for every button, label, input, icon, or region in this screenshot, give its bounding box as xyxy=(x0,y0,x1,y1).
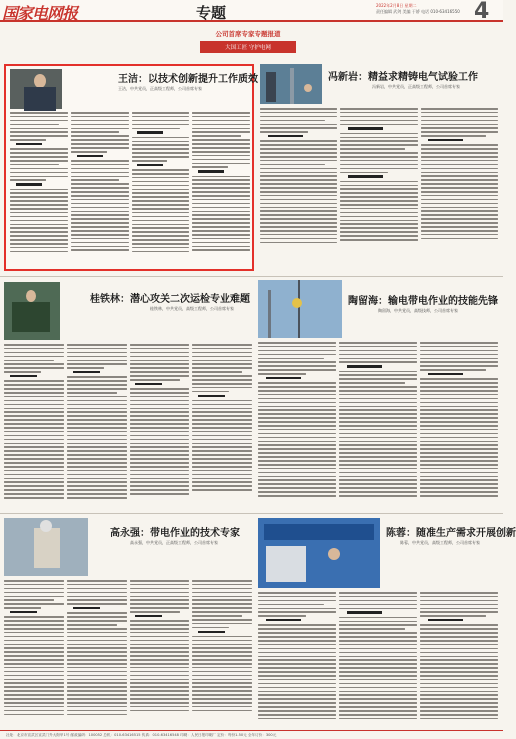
work-photo xyxy=(4,282,60,340)
article-headline: 桂铁林：潜心攻关二次运检专业难题 xyxy=(90,294,250,305)
editor-info: 责任编辑 武剑 美编 于娇 电话 010-63416550 xyxy=(376,8,460,14)
article-byline: 高永强，中共党员，正高级工程师，公司首席专家 xyxy=(130,540,218,545)
masthead xyxy=(0,0,503,22)
newspaper-logo: 国家电网报 xyxy=(2,4,78,23)
article-title: 精益求精铸电气试验工作 xyxy=(368,72,478,83)
page-number: 4 xyxy=(474,0,490,24)
section-divider xyxy=(0,513,503,514)
article-byline: 王洁，中共党员，正高级工程师，公司首席专家 xyxy=(118,86,202,91)
article-body xyxy=(10,112,250,267)
article-body xyxy=(260,108,498,256)
person-name: 冯新岩 xyxy=(328,72,358,83)
work-photo xyxy=(4,518,88,576)
article-title: 输电带电作业的技能先锋 xyxy=(388,296,498,307)
article-byline: 陈蓉，中共党员，高级工程师，公司首席专家 xyxy=(400,540,480,545)
article-title: 随准生产需求开展创新 xyxy=(416,528,516,539)
person-name: 陈蓉 xyxy=(386,528,406,539)
work-photo xyxy=(260,64,322,104)
article-body xyxy=(4,580,252,726)
article-body xyxy=(258,592,498,726)
article-body xyxy=(258,342,498,508)
section-divider xyxy=(0,276,503,277)
article-headline: 高永强：带电作业的技术专家 xyxy=(110,528,240,539)
article-headline: 陶留海：输电带电作业的技能先锋 xyxy=(348,296,498,307)
person-name: 陶留海 xyxy=(348,296,378,307)
article-title: 带电作业的技术专家 xyxy=(150,528,240,539)
article-byline: 桂铁林，中共党员，高级工程师，公司首席专家 xyxy=(150,306,234,311)
banner-title: 公司首席专家专题报道 xyxy=(215,30,281,38)
work-photo xyxy=(258,518,380,588)
article-headline: 陈蓉：随准生产需求开展创新 xyxy=(386,528,516,539)
person-name: 高永强 xyxy=(110,528,140,539)
special-report-banner xyxy=(200,29,296,63)
article-headline: 王洁：以技术创新提升工作质效 xyxy=(118,74,258,85)
issue-date: 2022年2月8日 星期二 xyxy=(376,3,417,8)
banner-subtitle: 大国工匠 守护电网 xyxy=(200,41,296,53)
article-title: 潜心攻关二次运检专业难题 xyxy=(130,294,250,305)
work-photo xyxy=(258,280,342,338)
page-footer: 社址：北京市宣武区宣武门外大街甲1号 邮政编码：100052 总机：010-63416515 传真：010-63416548 印刷：人民日报印刷厂 定价：每份1.50元 全年订价：300元 xyxy=(0,730,503,739)
article-title: 以技术创新提升工作质效 xyxy=(148,74,258,85)
article-body xyxy=(4,344,252,509)
section-title: 专题 xyxy=(196,4,227,22)
person-name: 桂铁林 xyxy=(90,294,120,305)
article-headline: 冯新岩：精益求精铸电气试验工作 xyxy=(328,72,478,83)
article-byline: 陶留海，中共党员，高级技师，公司首席专家 xyxy=(378,308,458,313)
issue-meta xyxy=(376,3,468,14)
person-name: 王洁 xyxy=(118,74,138,85)
article-byline: 冯新岩，中共党员，正高级工程师，公司首席专家 xyxy=(372,84,460,89)
portrait-photo xyxy=(10,69,62,109)
